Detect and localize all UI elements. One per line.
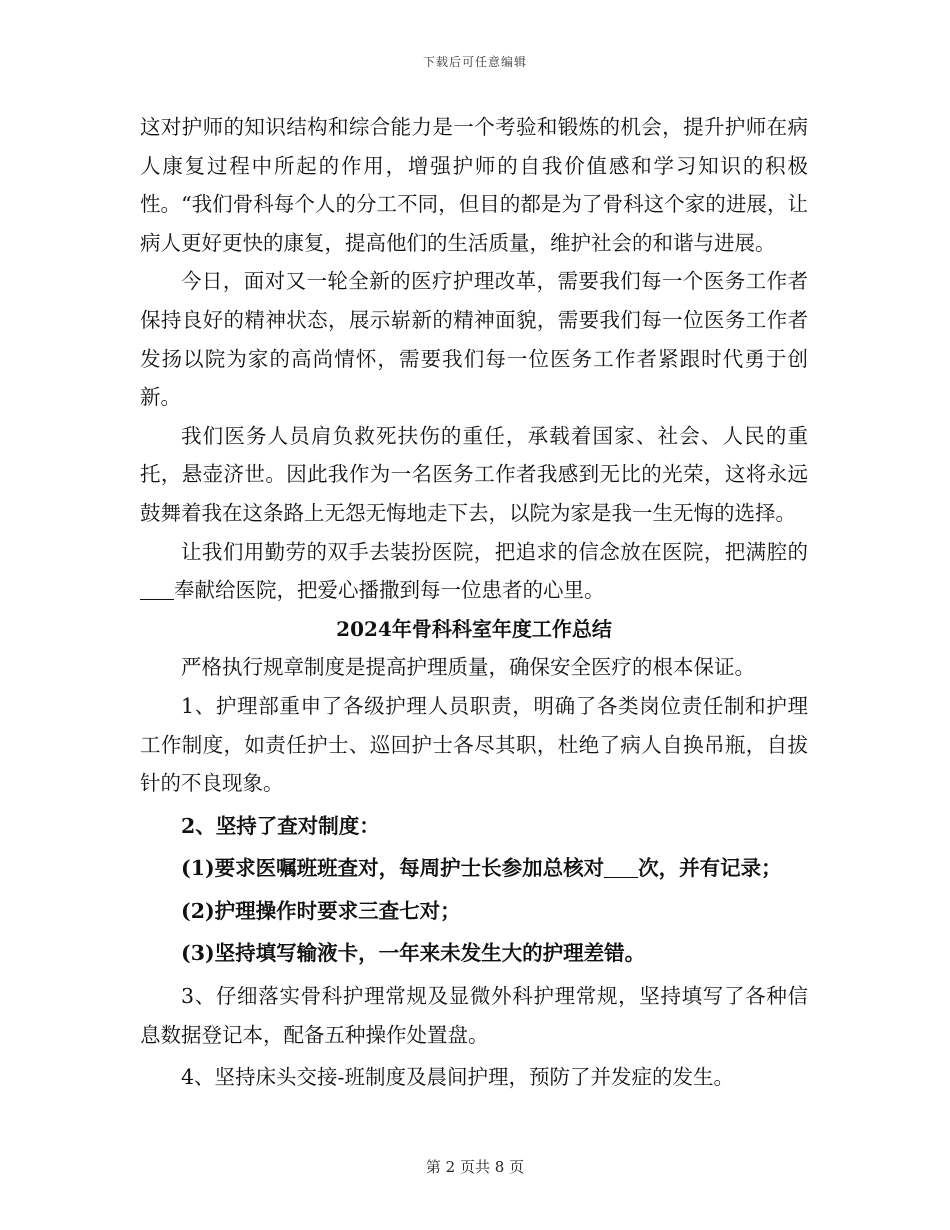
section-intro: 严格执行规章制度是提高护理质量，确保安全医疗的根本保证。 [181, 655, 755, 680]
paragraph-2: 今日，面对又一轮全新的医疗护理改革，需要我们每一个医务工作者保持良好的精神状态，展示崭新的精神面貌，需要我们每一位医务工作者发扬以院为家的高尚情怀，需要我们每一位医务工作者紧跟时代勇于创新。 [140, 269, 808, 410]
list-item-2: 2、坚持了查对制度： [181, 813, 380, 838]
paragraph-4-text-after: 奉献给医院，把爱心播撒到每一位患者的心里。 [174, 578, 605, 603]
list-item-2-2: (2)护理操作时要求三查七对； [181, 898, 461, 923]
page-header: 下载后可任意编辑 [422, 55, 527, 69]
list-item-2-1 [140, 849, 808, 888]
page-footer: 第 2 页共 8 页 [425, 1158, 525, 1176]
list-item-3: 3、仔细落实骨科护理常规及显微外科护理常规，坚持填写了各种信息数据登记本，配备五种操作处置盘。 [140, 984, 808, 1047]
paragraph-4-text-before: 让我们用勤劳的双手去装扮医院，把追求的信念放在医院，把满腔的 [181, 539, 808, 564]
list-item-1: 1、护理部重申了各级护理人员职责，明确了各类岗位责任制和护理工作制度，如责任护士、巡回护士各尽其职，杜绝了病人自换吊瓶，自拔针的不良现象。 [140, 693, 808, 796]
document-body [140, 108, 808, 1097]
section-title: 2024年骨科科室年度工作总结 [336, 616, 612, 641]
paragraph-3: 我们医务人员肩负救死扶伤的重任，承载着国家、社会、人民的重托，悬壶济世。因此我作为一名医务工作者我感到无比的光荣，这将永远鼓舞着我在这条路上无怨无悔地走下去，以院为家是我一生无悔的选择。 [140, 423, 808, 525]
fill-in-blank [604, 857, 638, 878]
list-item-2-1-text-after: 次，并有记录； [638, 856, 782, 881]
fill-in-blank [140, 579, 174, 600]
paragraph-1: 这对护师的知识结构和综合能力是一个考验和锻炼的机会，提升护师在病人康复过程中所起的作用，增强护师的自我价值感和学习知识的积极性。“我们骨科每个人的分工不同，但目的都是为了骨科这个家的进展，让病人更好更快的康复，提高他们的生活质量，维护社会的和谐与进展。 [140, 115, 808, 255]
list-item-2-1-text-before: (1)要求医嘱班班查对，每周护士长参加总核对 [181, 856, 605, 881]
paragraph-4 [140, 533, 808, 610]
list-item-2-3: (3)坚持填写输液卡，一年来未发生大的护理差错。 [181, 941, 646, 966]
list-item-4: 4、坚持床头交接-班制度及晨间护理，预防了并发症的发生。 [181, 1065, 734, 1090]
